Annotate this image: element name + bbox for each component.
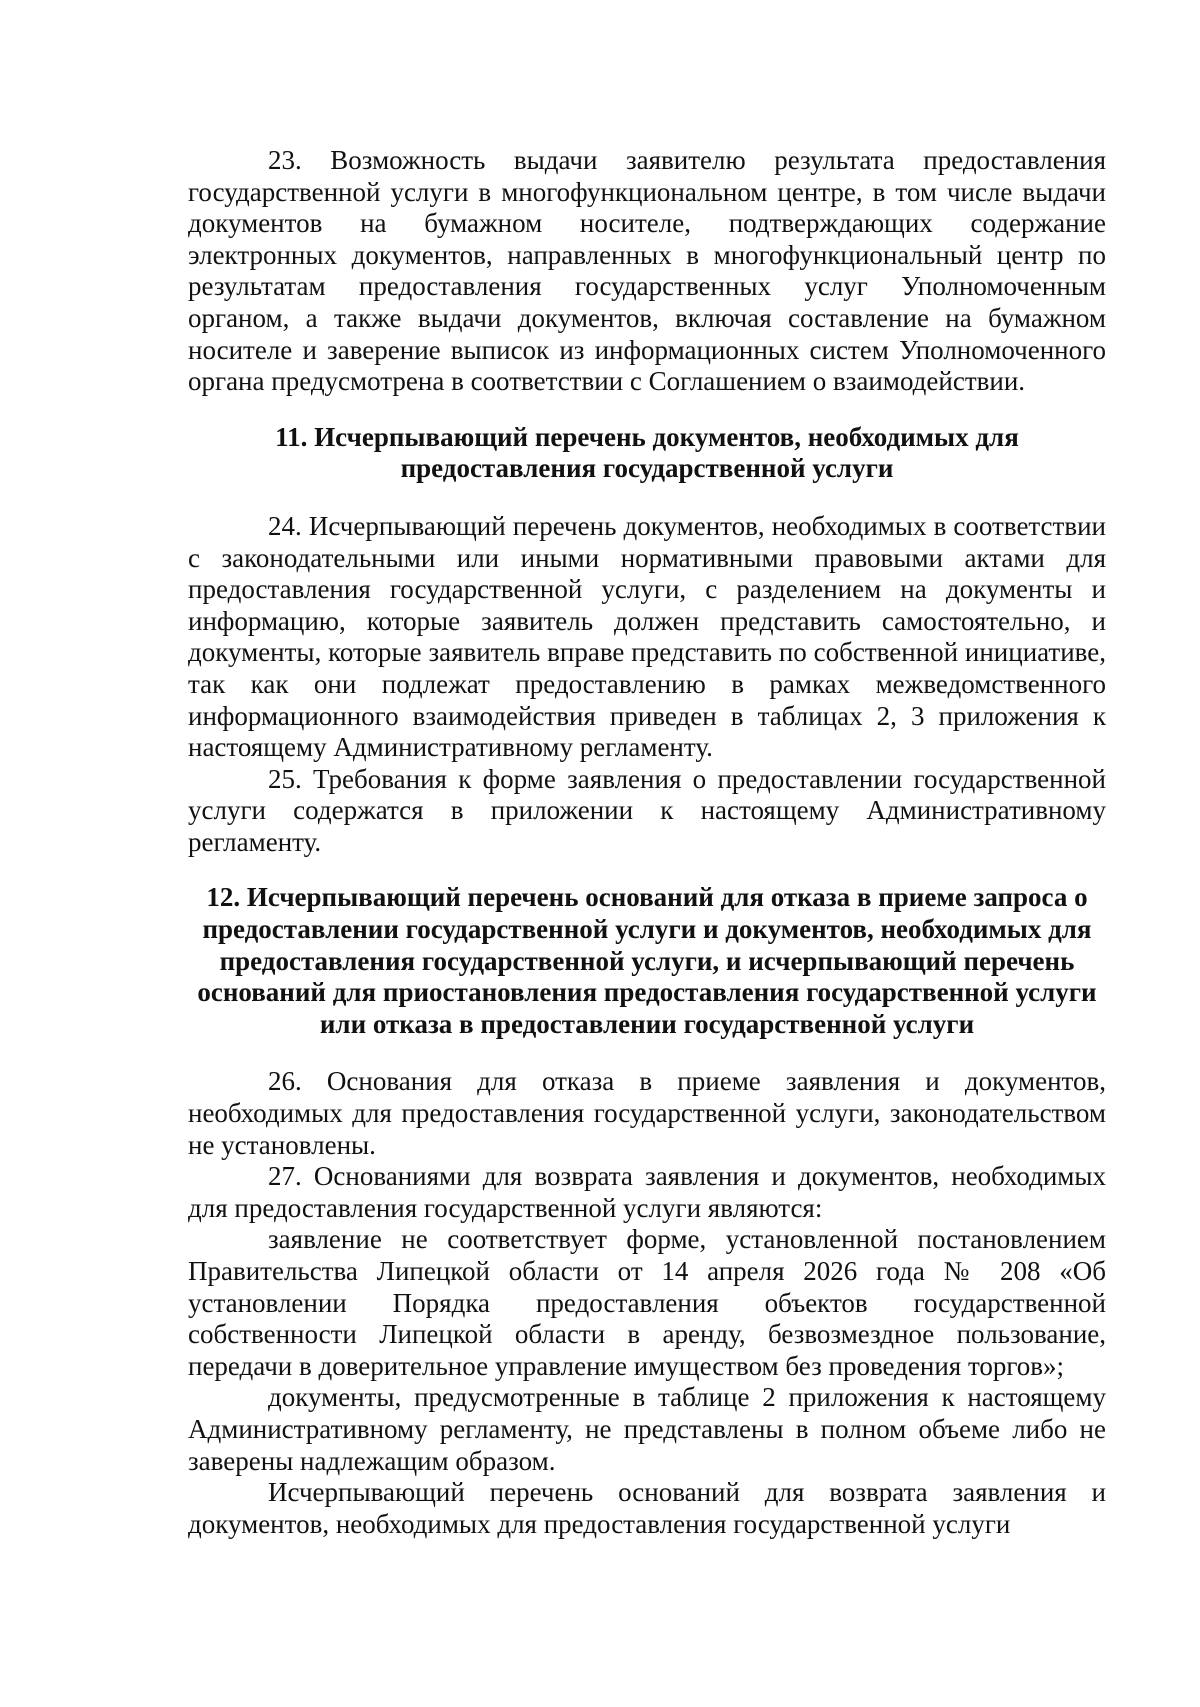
paragraph-27-list-intro: Исчерпывающий перечень оснований для возврата заявления и документов, необходимых для предоставления государственной услуги (188, 1477, 1106, 1539)
paragraph-24: 24. Исчерпывающий перечень документов, необходимых в соответствии с законодательными или иными нормативными правовыми актами для предоставления государственной услуги, с разделением на документы и информацию, которые заявитель должен представить самостоятельно, и документы, которые заявитель вправе представить по собственной инициативе, так как они подлежат предоставлению в рамках межведомственного информационного взаимодействия приведен в таблицах 2, 3 приложения к настоящему Административному регламенту. (188, 510, 1106, 763)
paragraph-23: 23. Возможность выдачи заявителю результата предоставления государственной услуги в многофункциональном центре, в том числе выдачи документов на бумажном носителе, подтверждающих содержание электронных документов, направленных в многофункциональный центр по результатам предоставления государственных услуг Уполномоченным органом, а также выдачи документов, включая составление на бумажном носителе и заверение выписок из информационных систем Уполномоченного органа предусмотрена в соответствии с Соглашением о взаимодействии. (188, 145, 1106, 397)
section-heading-12: 12. Исчерпывающий перечень оснований для отказа в приеме запроса о предоставлении государственной услуги и документов, необходимых для предоставления государственной услуги, и исчерпывающий перечень оснований для приостановления предоставления государственной услуги или отказа в предоставлении государственной услуги (197, 882, 1097, 1039)
paragraph-25: 25. Требования к форме заявления о предоставлении государственной услуги содержатся в приложении к настоящему Административному регламенту. (188, 763, 1106, 857)
paragraph-26: 26. Основания для отказа в приеме заявления и документов, необходимых для предоставления государственной услуги, законодательством не установлены. (188, 1066, 1106, 1160)
paragraph-27-item-form: заявление не соответствует форме, установленной постановлением Правительства Липецкой области от 14 апреля 2026 года № 208 «Об установлении Порядка предоставления объектов государственной собственности Липецкой области в аренду, безвозмездное пользование, передачи в доверительное управление имуществом без проведения торгов»; (188, 1224, 1106, 1381)
paragraph-27: 27. Основаниями для возврата заявления и документов, необходимых для предоставления государственной услуги являются: (188, 1161, 1106, 1223)
document-page (188, 145, 1106, 1540)
section-heading-11: 11. Исчерпывающий перечень документов, необходимых для предоставления государственной услуги (275, 421, 1019, 484)
paragraph-27-item-documents: документы, предусмотренные в таблице 2 приложения к настоящему Административному регламенту, не представлены в полном объеме либо не заверены надлежащим образом. (188, 1382, 1106, 1476)
